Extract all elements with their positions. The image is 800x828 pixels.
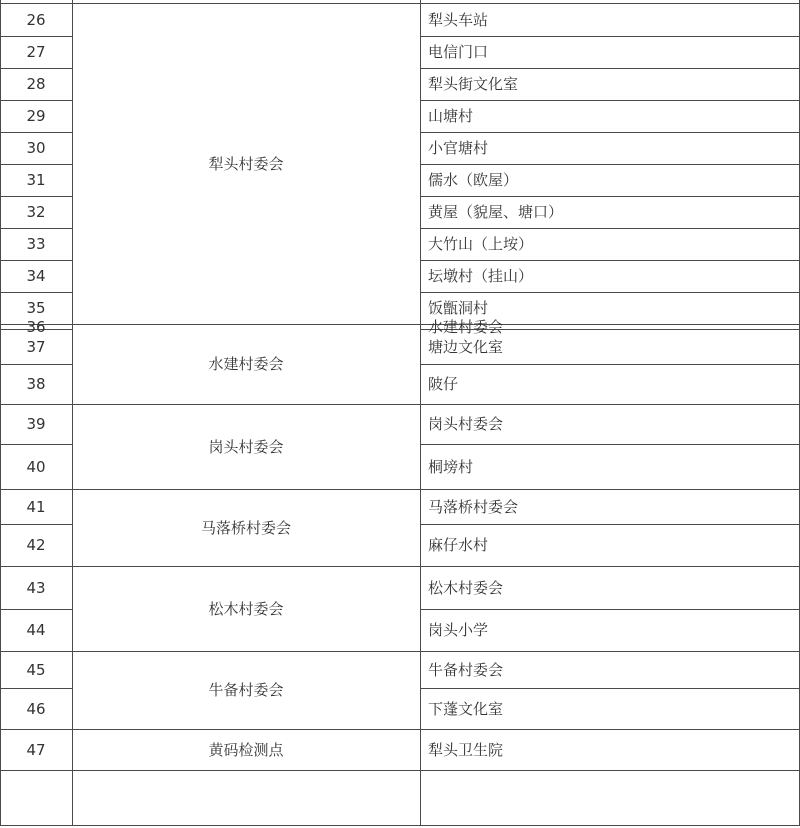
table-hline-loc-12 xyxy=(420,364,800,365)
site-name: 大竹山（上垵） xyxy=(428,235,534,253)
site-name: 犁头卫生院 xyxy=(428,740,504,759)
row-number: 33 xyxy=(26,235,46,253)
table-hline-19 xyxy=(0,651,800,652)
table-hline-num-5 xyxy=(0,164,72,165)
table-hline-loc-18 xyxy=(420,609,800,610)
row-number: 44 xyxy=(26,621,46,639)
site-name: 山塘村 xyxy=(428,107,474,125)
row-number: 28 xyxy=(26,75,46,93)
row-number: 34 xyxy=(26,267,46,285)
committee-name: 水建村委会 xyxy=(208,355,284,373)
site-name: 儒水（欧屋） xyxy=(428,171,519,189)
row-number: 32 xyxy=(26,203,46,221)
row-number: 42 xyxy=(26,536,46,554)
row-number: 37 xyxy=(26,337,46,356)
site-name: 岗头小学 xyxy=(428,621,489,639)
table-hline-10 xyxy=(0,324,800,325)
table-vline-1 xyxy=(72,0,73,825)
row-number: 39 xyxy=(26,415,46,433)
table-hline-loc-9 xyxy=(420,292,800,293)
table-hline-21 xyxy=(0,729,800,730)
row-number: 27 xyxy=(26,43,46,61)
row-number: 35 xyxy=(26,299,46,317)
table-hline-loc-14 xyxy=(420,444,800,445)
table-hline-loc-8 xyxy=(420,260,800,261)
table-hline-0 xyxy=(0,3,800,4)
table-hline-num-8 xyxy=(0,260,72,261)
committee-name: 马落桥村委会 xyxy=(200,518,291,537)
table-hline-num-16 xyxy=(0,524,72,525)
row-number: 40 xyxy=(26,457,46,476)
table-hline-loc-3 xyxy=(420,100,800,101)
table-hline-num-6 xyxy=(0,196,72,197)
site-name: 麻仔水村 xyxy=(428,536,489,554)
committee-name: 岗头村委会 xyxy=(208,437,284,456)
site-name: 牛备村委会 xyxy=(428,660,504,679)
row-number: 47 xyxy=(26,740,46,759)
table-hline-loc-20 xyxy=(420,688,800,689)
site-name: 坛墩村（挂山） xyxy=(428,267,534,285)
row-number: 29 xyxy=(26,107,46,125)
table-hline-num-18 xyxy=(0,609,72,610)
table-hline-22 xyxy=(0,770,800,771)
table-hline-loc-16 xyxy=(420,524,800,525)
site-name: 桐塝村 xyxy=(428,457,474,476)
table-hline-num-3 xyxy=(0,100,72,101)
row-number: 43 xyxy=(26,578,46,597)
table-hline-loc-2 xyxy=(420,68,800,69)
site-name: 电信门口 xyxy=(428,43,489,61)
table-hline-loc-4 xyxy=(420,132,800,133)
table-hline-num-12 xyxy=(0,364,72,365)
table-hline-loc-1 xyxy=(420,36,800,37)
row-number: 41 xyxy=(26,497,46,516)
site-name: 塘边文化室 xyxy=(428,337,504,356)
table-hline-loc-5 xyxy=(420,164,800,165)
committee-name: 松木村委会 xyxy=(208,599,284,618)
site-name: 陂仔 xyxy=(428,375,459,393)
row-number: 31 xyxy=(26,171,46,189)
table-hline-loc-6 xyxy=(420,196,800,197)
table-hline-17 xyxy=(0,566,800,567)
table-hline-15 xyxy=(0,489,800,490)
row-number: 45 xyxy=(26,660,46,679)
site-name: 岗头村委会 xyxy=(428,415,504,433)
row-number: 36 xyxy=(26,317,46,336)
committee-name: 黄码检测点 xyxy=(208,740,284,759)
committee-name: 犁头村委会 xyxy=(208,154,284,173)
table-hline-num-9 xyxy=(0,292,72,293)
site-name: 犁头车站 xyxy=(428,10,489,29)
site-name: 饭甑洞村 xyxy=(428,299,489,317)
row-number: 38 xyxy=(26,375,46,393)
row-number: 46 xyxy=(26,699,46,718)
table-hline-num-4 xyxy=(0,132,72,133)
table-hline-23 xyxy=(0,825,800,826)
site-name: 下蓬文化室 xyxy=(428,699,504,718)
site-name: 松木村委会 xyxy=(428,578,504,597)
row-number: 26 xyxy=(26,10,46,29)
table-vline-2 xyxy=(420,0,421,825)
site-name: 小官塘村 xyxy=(428,139,489,157)
table-hline-num-2 xyxy=(0,68,72,69)
row-number: 30 xyxy=(26,139,46,157)
table-hline-loc-7 xyxy=(420,228,800,229)
site-name: 水建村委会 xyxy=(428,317,504,336)
table-hline-13 xyxy=(0,404,800,405)
site-name: 黄屋（貌屋、塘口） xyxy=(428,203,564,221)
site-name: 马落桥村委会 xyxy=(428,497,519,516)
site-name: 犁头街文化室 xyxy=(428,75,519,93)
committee-name: 牛备村委会 xyxy=(208,681,284,699)
table-hline-num-20 xyxy=(0,688,72,689)
table-hline-num-14 xyxy=(0,444,72,445)
table-hline-num-7 xyxy=(0,228,72,229)
table-hline-num-1 xyxy=(0,36,72,37)
